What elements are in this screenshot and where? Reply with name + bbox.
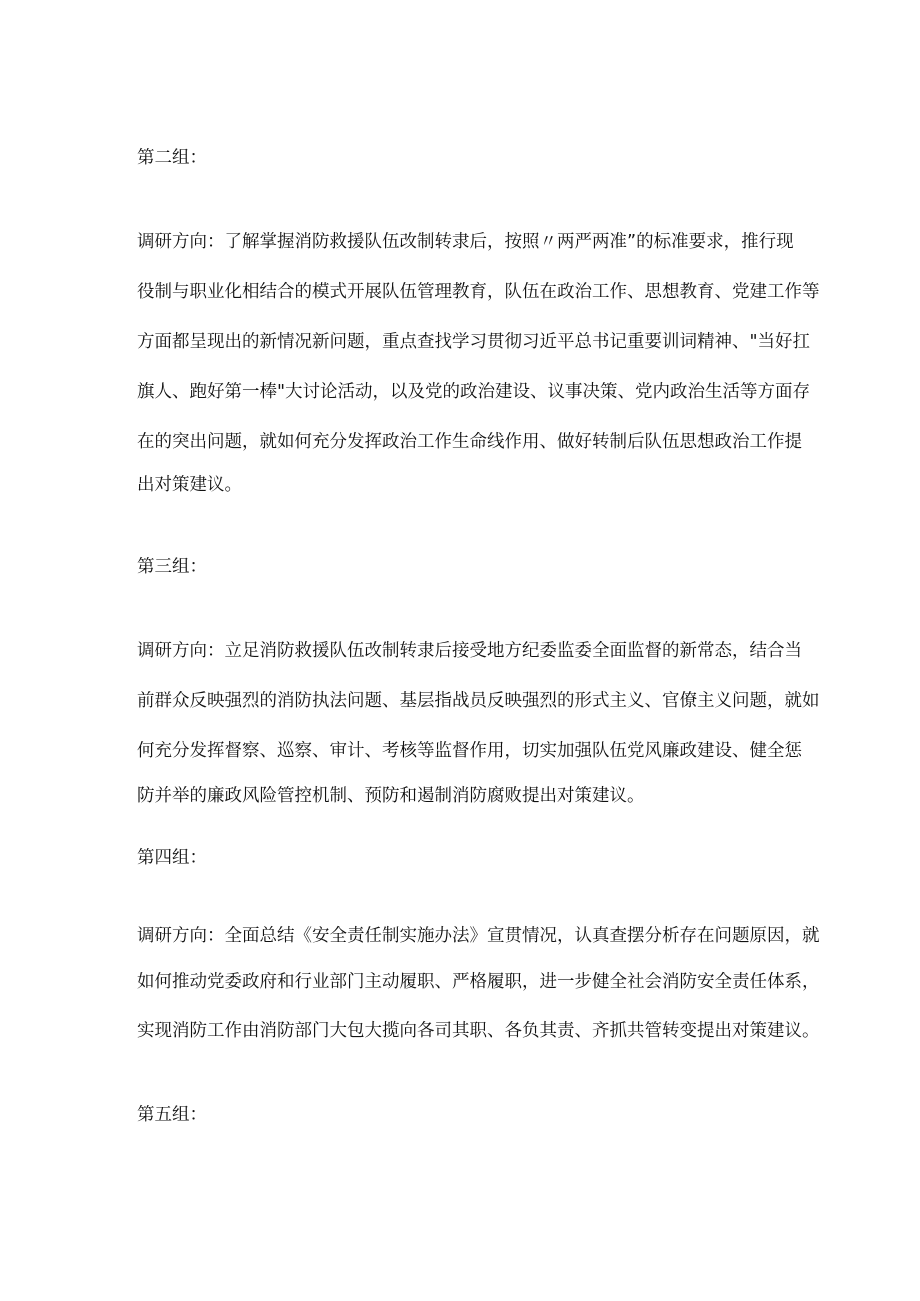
paragraph-line: 前群众反映强烈的消防执法问题、基层指战员反映强烈的形式主义、官僚主义问题，就如	[137, 691, 820, 711]
paragraph-line: 何充分发挥督察、巡察、审计、考核等监督作用，切实加强队伍党风廉政建设、健全惩	[137, 741, 802, 761]
paragraph-line: 旗人、跑好第一棒"大讨论活动，以及党的政治建设、议事决策、党内政治生活等方面存	[137, 382, 811, 402]
paragraph-line: 实现消防工作由消防部门大包大揽向各司其职、各负其责、齐抓共管转变提出对策建议。	[137, 1021, 820, 1041]
section-heading-2: 第二组：	[137, 148, 207, 168]
section-heading-4: 第四组：	[137, 848, 207, 868]
paragraph-line: 防并举的廉政风险管控机制、预防和遏制消防腐败提出对策建议。	[137, 786, 645, 806]
paragraph-line: 在的突出问题，就如何充分发挥政治工作生命线作用、做好转制后队伍思想政治工作提	[137, 432, 802, 452]
paragraph-line: 调研方向：全面总结《安全责任制实施办法》宣贯情况，认真查摆分析存在问题原因，就	[137, 926, 820, 946]
paragraph-line: 役制与职业化相结合的模式开展队伍管理教育，队伍在政治工作、思想教育、党建工作等	[137, 282, 820, 302]
paragraph-line: 出对策建议。	[137, 475, 242, 495]
paragraph-line: 调研方向：立足消防救援队伍改制转隶后接受地方纪委监委全面监督的新常态，结合当	[137, 641, 802, 661]
paragraph-line: 调研方向：了解掌握消防救援队伍改制转隶后，按照〃两严两准”的标准要求，推行现	[137, 232, 794, 252]
section-heading-5: 第五组：	[137, 1105, 207, 1125]
paragraph-line: 如何推动党委政府和行业部门主动履职、严格履职，进一步健全社会消防安全责任体系，	[137, 972, 820, 992]
paragraph-line: 方面都呈现出的新情况新问题，重点查找学习贯彻习近平总书记重要训词精神、"当好扛	[137, 332, 811, 352]
section-heading-3: 第三组：	[137, 557, 207, 577]
